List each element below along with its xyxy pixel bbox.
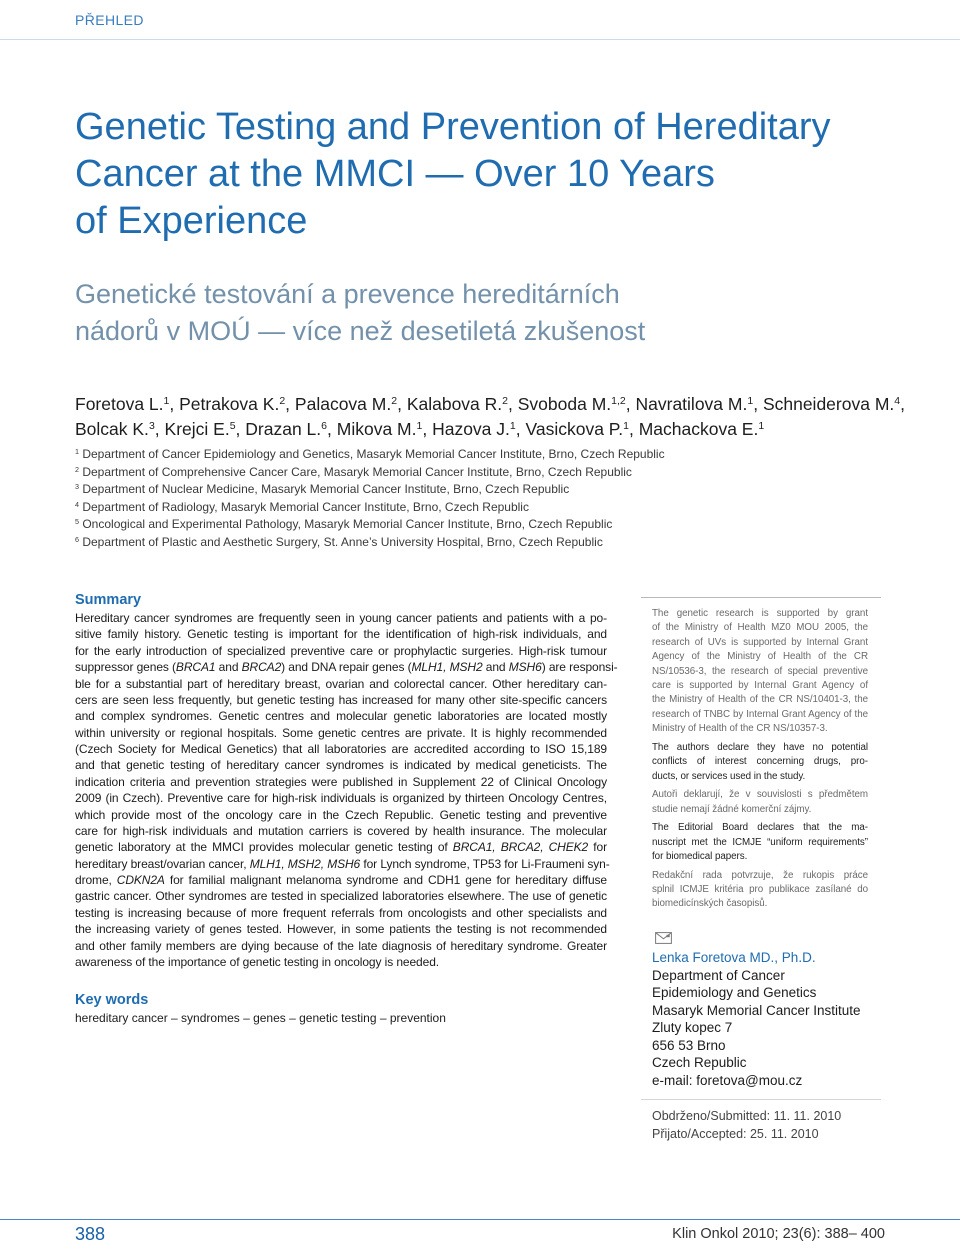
summary-line xyxy=(75,741,607,757)
affiliation-text: Department of Cancer Epidemiology and Genetics, Masaryk Memorial Cancer Institute, Brno, Czech Republic xyxy=(82,447,665,461)
gene-name: BRCA1, BRCA2, CHEK2 xyxy=(452,840,589,855)
summary-line xyxy=(75,921,607,937)
sidebar-note-line: Ministry of Health of the CR NS/10357-3. xyxy=(652,723,828,735)
author-name: Krejci E. xyxy=(164,419,230,439)
summary-line xyxy=(75,692,607,708)
affiliation-number: 1 xyxy=(75,447,79,457)
summary-line xyxy=(75,643,607,659)
author-name: Mikova M. xyxy=(336,419,417,439)
sidebar-note-line: research of UVs is supported by Internal Grant xyxy=(652,636,868,648)
summary-line xyxy=(75,807,607,823)
summary-line xyxy=(75,823,607,839)
page-number: 388 xyxy=(75,1224,106,1244)
author-separator: , xyxy=(235,419,241,439)
summary-heading: Summary xyxy=(75,592,142,608)
author-separator: , xyxy=(753,394,759,414)
author-affiliation-ref: 1 xyxy=(758,420,765,433)
article-title-czech xyxy=(75,276,645,350)
author-separator: , xyxy=(154,419,160,439)
sidebar-note-line: The genetic research is supported by grant xyxy=(652,608,868,619)
footer-rule xyxy=(0,1219,960,1220)
contact-email: e-mail: foretova@mou.cz xyxy=(652,1072,803,1088)
summary-text: cers are seen less frequently, but genetic testing has increased for many other site-specific cancers xyxy=(75,692,607,707)
affiliation xyxy=(75,499,665,517)
contact-line: Epidemiology and Genetics xyxy=(652,985,817,1001)
affiliation-list xyxy=(75,446,665,552)
title-czech-line: nádorů v MOÚ — více než desetiletá zkušenost xyxy=(75,316,646,346)
sidebar-note-line: Autoři deklarují, že v souvislosti s předmětem xyxy=(652,789,868,801)
author-affiliation-ref: 1 xyxy=(163,395,170,408)
summary-line xyxy=(75,790,607,806)
sidebar-note xyxy=(652,741,868,784)
author-name: Bolcak K. xyxy=(75,419,149,439)
title-line: Cancer at the MMCI — Over 10 Years xyxy=(75,153,715,195)
author-separator: , xyxy=(625,394,631,414)
summary-text: (Czech Society for Medical Genetics) that all laboratories are accredited according to ISO 15,189 xyxy=(75,742,607,756)
section-label: PŘEHLED xyxy=(75,12,144,28)
received-dates xyxy=(652,1107,841,1143)
keywords-text: hereditary cancer – syndromes – genes – genetic testing – prevention xyxy=(75,1011,446,1025)
envelope-icon xyxy=(655,932,672,944)
affiliation xyxy=(75,516,665,534)
header-rule xyxy=(0,39,960,40)
author-affiliation-ref: 1 xyxy=(416,420,423,433)
author-affiliation-ref: 6 xyxy=(321,420,327,433)
author-name: Petrakova K. xyxy=(179,394,280,414)
author-name: Palacova M. xyxy=(294,394,392,414)
summary-text: genetic laboratory at the MMCI provides molecular genetic testing of xyxy=(75,840,453,855)
sidebar-note xyxy=(652,788,868,817)
title-line: of Experience xyxy=(75,200,308,242)
summary-text: and other family members are dying because of the late diagnosis of hereditary syndrome. Greater xyxy=(75,938,607,953)
author-affiliation-ref: 1 xyxy=(509,420,516,433)
affiliation-text: Department of Nuclear Medicine, Masaryk Memorial Cancer Institute, Brno, Czech Republic xyxy=(82,482,570,497)
summary-body xyxy=(75,610,618,970)
summary-text: for familial malignant melanoma syndrome and CDH1 gene for hereditary diffuse xyxy=(164,873,608,887)
journal-citation: Klin Onkol 2010; 23(6): 388– 400 xyxy=(672,1226,885,1242)
contact-line: Czech Republic xyxy=(652,1055,747,1071)
summary-line xyxy=(75,954,607,970)
author-separator: , xyxy=(327,419,332,439)
article-title xyxy=(75,104,831,245)
affiliation-text: Oncological and Experimental Pathology, Masaryk Memorial Cancer Institute, Brno, Czech Republic xyxy=(82,517,613,532)
summary-text: and complex syndromes. Genetic centres and molecular genetic laboratories are located mostly xyxy=(75,709,607,724)
affiliation xyxy=(75,534,665,552)
author-affiliation-ref: 5 xyxy=(229,420,236,433)
author-separator: , xyxy=(900,394,905,414)
gene-name: BRCA1 xyxy=(175,660,216,675)
summary-text: awareness of the importance of genetic testing in oncology is needed. xyxy=(75,954,439,969)
summary-line xyxy=(75,938,607,954)
contact-line: Zluty kopec 7 xyxy=(652,1020,733,1036)
sidebar-note-line: biomedicínských časopisů. xyxy=(652,898,768,910)
author-name: Vasickova P. xyxy=(525,419,624,439)
author-affiliation-ref: 4 xyxy=(894,395,901,408)
sidebar-note xyxy=(652,821,868,864)
summary-text: for Lynch syndrome, TP53 for Li-Fraumeni syn- xyxy=(360,856,610,871)
summary-text: for the early introduction of specialized preventive care or prophylactic surgeries. High-risk tumour xyxy=(75,643,607,658)
summary-line xyxy=(75,610,607,626)
author-affiliation-ref: 1 xyxy=(747,395,754,408)
summary-text: ) are responsi- xyxy=(541,660,618,675)
sidebar-top-rule xyxy=(641,597,881,598)
author-name: Foretova L. xyxy=(75,394,164,414)
author-separator: , xyxy=(508,394,513,414)
correspondence-address xyxy=(652,949,861,1090)
author-separator: , xyxy=(628,419,634,439)
sidebar-note-line: Agency of the Ministry of Health of the CR xyxy=(652,651,868,663)
summary-line xyxy=(75,856,610,872)
summary-text: testing is increasing because of more frequent referrals from oncologists and other specialists and xyxy=(75,905,607,920)
sidebar-note-line: The authors declare they have no potential xyxy=(652,741,868,753)
affiliation-number: 3 xyxy=(75,482,79,492)
summary-text: which provide most of the oncology care in the Czech Republic. Genetic testing and preventive xyxy=(75,807,607,822)
author-name: Navratilova M. xyxy=(635,394,748,414)
summary-text: gastric cancer. Other syndromes are tested in specialized laboratories elsewhere. The use of genetic xyxy=(75,889,607,904)
summary-text: hereditary breast/ovarian cancer, xyxy=(75,856,250,871)
author-separator: , xyxy=(422,419,428,439)
author-affiliation-ref: 1 xyxy=(623,420,629,433)
contact-line: Department of Cancer xyxy=(652,967,785,983)
author-affiliation-ref: 2 xyxy=(279,395,286,408)
author-separator: , xyxy=(397,394,402,414)
summary-text: ) and DNA repair genes ( xyxy=(281,660,412,675)
author-affiliation-ref: 2 xyxy=(502,395,508,408)
author-separator: , xyxy=(515,419,521,439)
author-affiliation-ref: 2 xyxy=(391,395,398,408)
summary-text: indication criteria and prevention strategies were published in Supplement 22 of Clinical Oncology xyxy=(75,774,607,789)
author-list xyxy=(75,392,905,442)
gene-name: MSH6 xyxy=(508,660,542,675)
sidebar-note-line: for biomedical papers. xyxy=(652,851,748,863)
affiliation-number: 2 xyxy=(75,464,79,474)
sidebar-note-line: ducts, or services used in the study. xyxy=(652,770,806,782)
summary-text: and that genetic testing of hereditary cancer syndromes is indicated by medical geneticists. The xyxy=(75,758,607,773)
contact-name: Lenka Foretova MD., Ph.D. xyxy=(652,950,816,965)
sidebar-note-line: The Editorial Board declares that the ma- xyxy=(652,822,868,834)
summary-line xyxy=(75,905,607,921)
summary-text: the increasing variety of genes tested. However, in some patients the testing is not recommended xyxy=(75,922,607,937)
summary-line xyxy=(75,872,607,888)
accepted-date: Přijato/Accepted: 25. 11. 2010 xyxy=(652,1127,819,1141)
author-name: Schneiderova M. xyxy=(762,394,895,414)
gene-name: CDKN2A xyxy=(116,873,165,887)
author-affiliation-ref: 3 xyxy=(148,420,155,433)
summary-line xyxy=(75,659,618,675)
summary-text: sitive family history. Genetic testing is important for the identification of high-risk individuals, and xyxy=(75,627,607,642)
contact-line: 656 53 Brno xyxy=(652,1037,726,1053)
author-name: Machackova E. xyxy=(638,419,759,439)
sidebar-note-line: conflicts of interest concerning drugs, pro- xyxy=(652,756,868,768)
gene-name: MLH1, MSH2, MSH6 xyxy=(249,856,361,871)
sidebar-note-line: research of TNBC by Internal Grant Agency of the xyxy=(652,708,868,720)
sidebar-note-line: nuscript met the ICMJE “uniform requirements” xyxy=(652,836,868,848)
summary-line xyxy=(75,774,607,790)
sidebar-separator xyxy=(641,1099,881,1100)
affiliation-number: 4 xyxy=(75,499,79,509)
author-line xyxy=(75,417,905,442)
sidebar-note-line: Redakční rada potvrzuje, že rukopis práce xyxy=(652,869,868,881)
gene-name: BRCA2 xyxy=(241,660,282,675)
summary-line xyxy=(75,888,607,904)
summary-text: within university or regional hospitals. Some genetic centres are private. It is highly recommended xyxy=(75,725,607,740)
sidebar-note-line: studie nemají žádné komerční zájmy. xyxy=(652,803,812,815)
affiliation-number: 6 xyxy=(75,535,79,545)
summary-line xyxy=(75,757,607,773)
author-affiliation-ref: 1,2 xyxy=(611,395,626,408)
sidebar-note-line: the Ministry of Health of the CR NS/10401-3, the xyxy=(652,694,868,706)
summary-text: ble for a substantial part of hereditary breast, ovarian and colorectal cancer. Other hereditary can- xyxy=(75,676,607,691)
affiliation-text: Department of Radiology, Masaryk Memorial Cancer Institute, Brno, Czech Republic xyxy=(82,499,529,514)
affiliation xyxy=(75,446,665,464)
summary-line xyxy=(75,708,607,724)
affiliation-text: Department of Plastic and Aesthetic Surgery, St. Anne’s University Hospital, Brno, Czech Republic xyxy=(82,534,603,549)
summary-text: for xyxy=(588,840,607,855)
author-name: Drazan L. xyxy=(245,419,322,439)
sidebar-note xyxy=(652,607,868,737)
summary-text: and xyxy=(215,660,242,675)
affiliation-number: 5 xyxy=(75,517,79,527)
author-separator: , xyxy=(169,394,175,414)
affiliation xyxy=(75,464,665,482)
affiliation xyxy=(75,481,665,499)
author-name: Kalabova R. xyxy=(406,394,503,414)
author-line xyxy=(75,392,905,417)
keywords-heading: Key words xyxy=(75,992,149,1008)
sidebar-note-line: of the Ministry of Health MZ0 MOU 2005, the xyxy=(652,622,868,634)
title-line: Genetic Testing and Prevention of Hereditary xyxy=(75,106,831,148)
author-separator: , xyxy=(285,394,291,414)
gene-name: MLH1, MSH2 xyxy=(411,660,483,675)
summary-text: care for high-risk individuals and mutation carriers is covered by health insurance. The molecular xyxy=(75,823,607,838)
summary-line xyxy=(75,626,607,642)
sidebar-note-line: care is supported by Internal Grant Agency of xyxy=(652,680,868,692)
sidebar-note-line: NS/10536-3, the research of special preventive xyxy=(652,665,868,677)
sidebar-notes xyxy=(652,607,868,912)
author-name: Hazova J. xyxy=(432,419,510,439)
summary-text: Hereditary cancer syndromes are frequently seen in young cancer patients and patients with a po- xyxy=(75,611,607,625)
affiliation-text: Department of Comprehensive Cancer Care, Masaryk Memorial Cancer Institute, Brno, Czech Republic xyxy=(82,464,632,479)
contact-line: Masaryk Memorial Cancer Institute xyxy=(652,1002,861,1018)
summary-text: 2009 (in Czech). Preventive care for high-risk individuals is organized by thirteen Oncology Centres, xyxy=(75,791,607,806)
author-name: Svoboda M. xyxy=(517,394,612,414)
summary-text: and xyxy=(482,660,509,675)
title-czech-line: Genetické testování a prevence hereditárních xyxy=(75,279,620,309)
sidebar-note-line: splnil ICMJE kritéria pro publikace zasílané do xyxy=(652,884,868,896)
submitted-date: Obdrženo/Submitted: 11. 11. 2010 xyxy=(652,1109,842,1123)
summary-line xyxy=(75,676,607,692)
summary-line xyxy=(75,725,607,741)
summary-line xyxy=(75,839,607,855)
summary-text: suppressor genes ( xyxy=(75,660,176,675)
sidebar-note xyxy=(652,869,868,912)
summary-text: drome, xyxy=(75,873,117,887)
